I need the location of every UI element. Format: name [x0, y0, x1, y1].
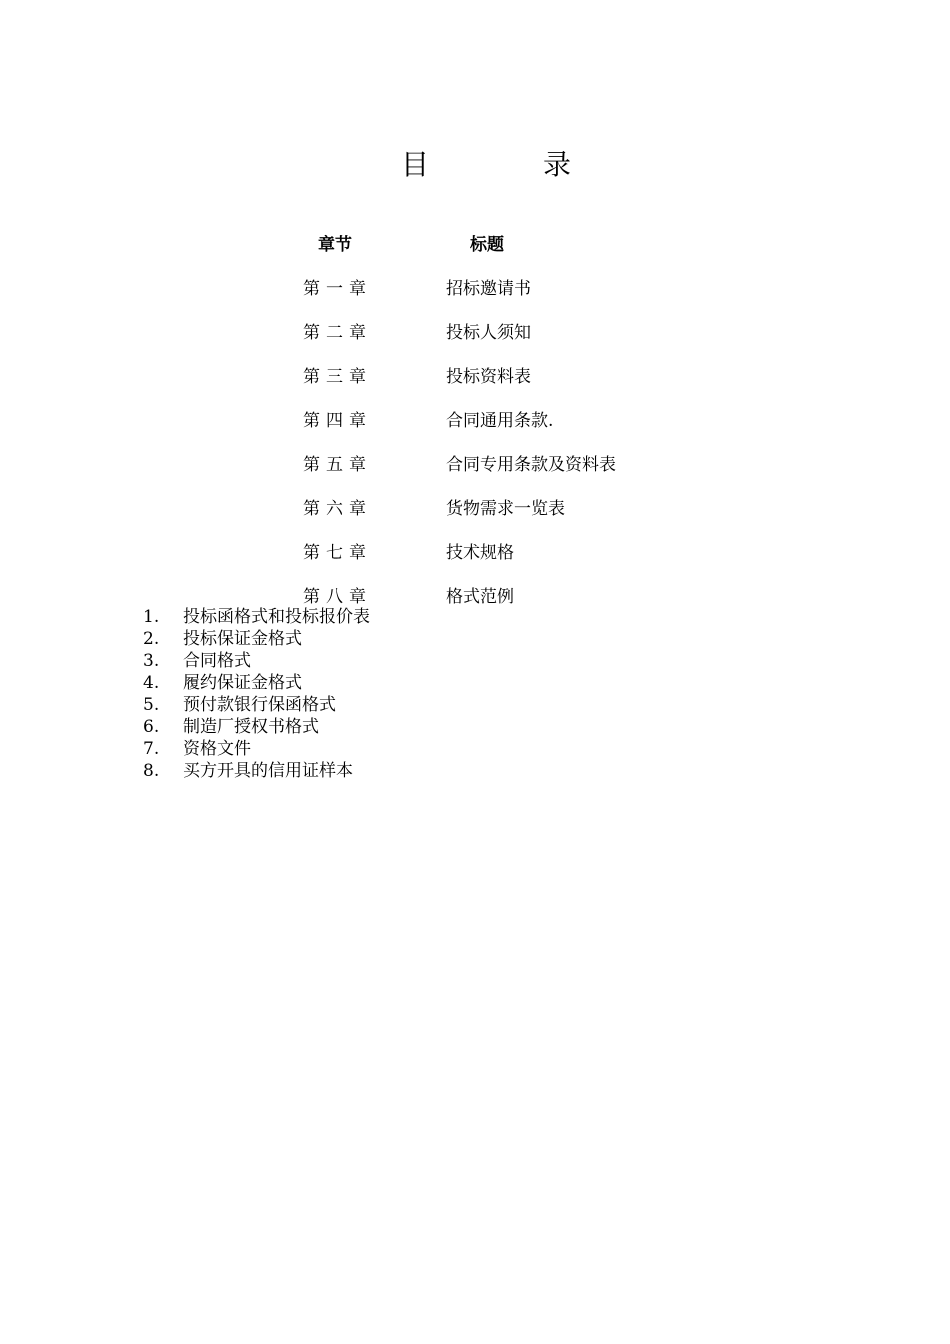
column-header-chapter: 章节	[318, 235, 352, 255]
format-examples-list	[143, 606, 370, 782]
list-item-number: 3.	[143, 651, 160, 671]
toc-chapter-label: 第七章	[303, 543, 372, 563]
toc-chapter-label: 第三章	[303, 367, 372, 387]
toc-row	[303, 585, 863, 629]
list-item-text: 买方开具的信用证样本	[183, 761, 353, 781]
list-item	[143, 760, 370, 782]
list-item-text: 制造厂授权书格式	[183, 717, 319, 737]
list-item-text: 投标保证金格式	[183, 629, 302, 649]
title-char-2: 录	[543, 148, 572, 181]
toc-row	[303, 497, 863, 541]
toc-chapter-label: 第五章	[303, 455, 372, 475]
list-item	[143, 628, 370, 650]
title-char-1: 目	[401, 148, 430, 181]
list-item-text: 合同格式	[183, 651, 251, 671]
toc-chapter-label: 第六章	[303, 499, 372, 519]
toc-row	[303, 541, 863, 585]
toc-chapter-title: 技术规格	[446, 543, 514, 563]
list-item-text: 资格文件	[183, 739, 251, 759]
toc-list	[303, 277, 863, 629]
toc-row	[303, 321, 863, 365]
list-item	[143, 672, 370, 694]
page-title	[401, 145, 581, 185]
toc-chapter-title: 格式范例	[446, 587, 514, 607]
toc-chapter-title: 货物需求一览表	[446, 499, 565, 519]
toc-row	[303, 365, 863, 409]
toc-row	[303, 277, 863, 321]
list-item-number: 4.	[143, 673, 160, 693]
list-item	[143, 738, 370, 760]
list-item	[143, 716, 370, 738]
list-item-text: 履约保证金格式	[183, 673, 302, 693]
column-header-title: 标题	[470, 235, 504, 255]
list-item-number: 1.	[143, 607, 160, 627]
toc-row	[303, 453, 863, 497]
list-item-number: 8.	[143, 761, 160, 781]
list-item	[143, 606, 370, 628]
toc-chapter-title: 招标邀请书	[446, 279, 531, 299]
list-item-number: 7.	[143, 739, 160, 759]
toc-row	[303, 409, 863, 453]
toc-chapter-title: 投标人须知	[446, 323, 531, 343]
toc-chapter-label: 第二章	[303, 323, 372, 343]
list-item-number: 6.	[143, 717, 160, 737]
list-item	[143, 694, 370, 716]
toc-chapter-label: 第八章	[303, 587, 372, 607]
toc-chapter-label: 第一章	[303, 279, 372, 299]
list-item-number: 2.	[143, 629, 160, 649]
toc-chapter-title: 合同通用条款.	[446, 411, 554, 431]
list-item-number: 5.	[143, 695, 160, 715]
toc-chapter-title: 投标资料表	[446, 367, 531, 387]
toc-chapter-label: 第四章	[303, 411, 372, 431]
list-item	[143, 650, 370, 672]
list-item-text: 预付款银行保函格式	[183, 695, 336, 715]
list-item-text: 投标函格式和投标报价表	[183, 607, 370, 627]
toc-chapter-title: 合同专用条款及资料表	[446, 455, 616, 475]
